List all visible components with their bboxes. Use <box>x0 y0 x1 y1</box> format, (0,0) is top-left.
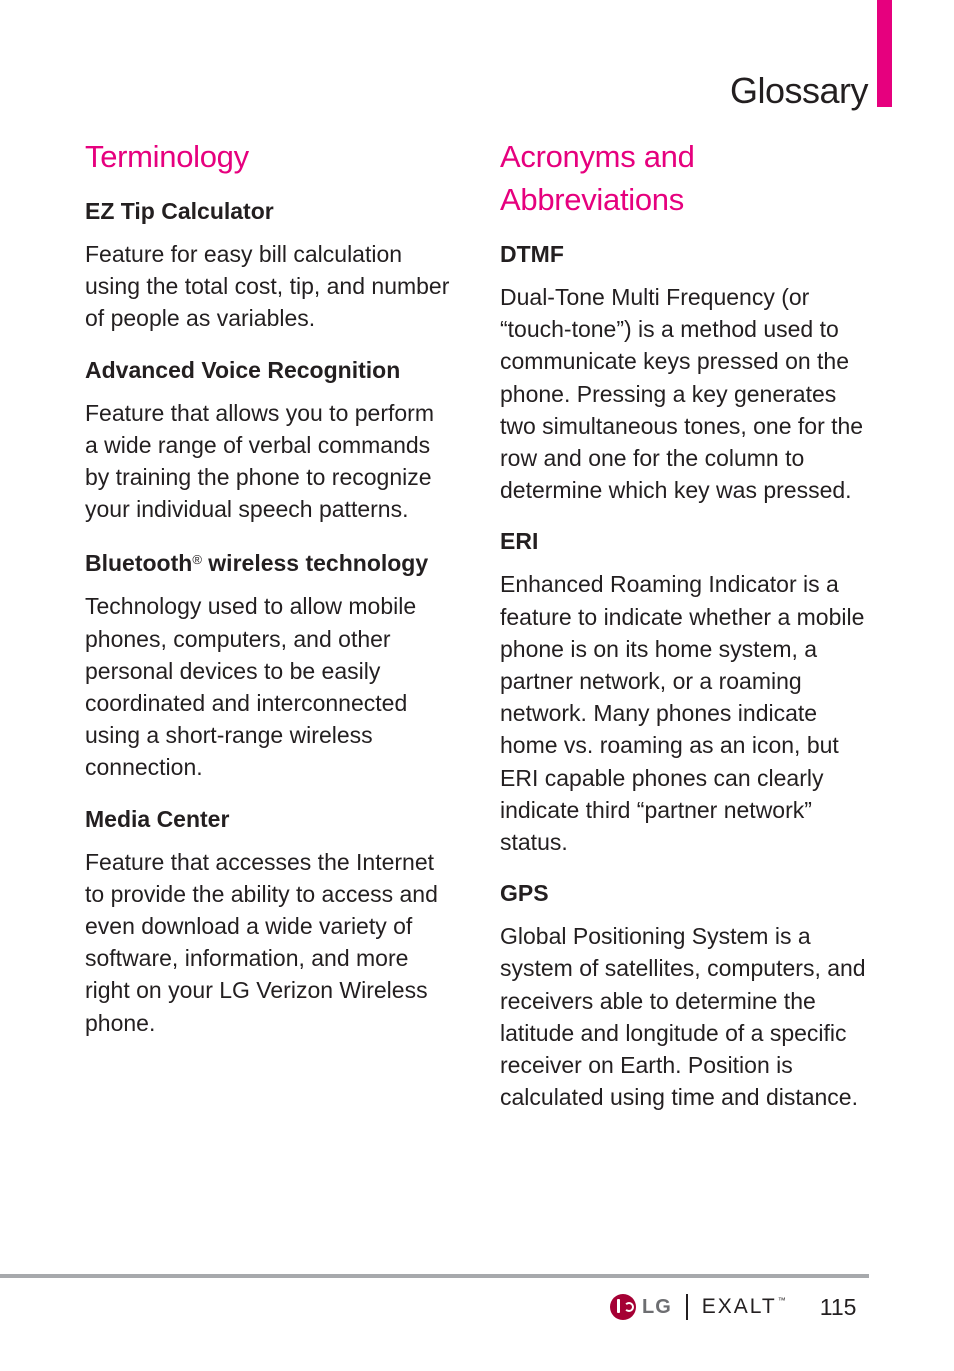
page-title: Glossary <box>729 70 868 112</box>
lg-logo-icon <box>610 1294 636 1320</box>
term-title-text: Bluetooth <box>85 550 193 577</box>
acronyms-heading-line2: Abbreviations <box>500 182 684 217</box>
term-description: Technology used to allow mobile phones, computers, and other personal devices to be easily coordinated and interconnected using a short-range wireless connection. <box>85 593 417 781</box>
acronym-title: DTMF <box>500 241 564 267</box>
term-title: Media Center <box>85 805 230 832</box>
acronym-description: Dual-Tone Multi Frequency (or “touch-tone”) is a method used to communicate keys pressed on the phone. Pressing a key generates two simultaneous tones, one for the row and one for the column to determine which key was pressed. <box>500 284 864 504</box>
term-description: Feature for easy bill calculation using the total cost, tip, and number of people as variables. <box>85 241 450 332</box>
brand-name: LG <box>642 1295 672 1318</box>
acronyms-column <box>500 135 872 1133</box>
footer-divider-line <box>0 1274 869 1278</box>
acronym-description: Global Positioning System is a system of satellites, computers, and receivers able to determine the latitude and longitude of a specific receiver on Earth. Position is calculated using time and distance. <box>500 923 866 1111</box>
acronym-description: Enhanced Roaming Indicator is a feature to indicate whether a mobile phone is on its home system, a partner network, or a roaming network. Many phones indicate home vs. roaming as an icon, but ERI capable phones can clearly indicate third “partner network” status. <box>500 571 865 856</box>
acronyms-heading-line1: Acronyms and <box>500 139 695 174</box>
acronym-title: GPS <box>500 880 549 907</box>
term-title: Advanced Voice Recognition <box>85 356 401 383</box>
term-description: Feature that accesses the Internet to provide the ability to access and even download a wide variety of software, information, and more right on your LG Verizon Wireless phone. <box>85 848 438 1036</box>
terminology-column <box>85 135 450 1059</box>
product-name-text: EXALT <box>701 1295 777 1318</box>
product-name <box>702 1295 788 1319</box>
acronyms-heading <box>500 135 872 221</box>
page-number: 115 <box>819 1293 857 1320</box>
terminology-heading: Terminology <box>85 139 249 174</box>
acronym-title: ERI <box>500 528 539 555</box>
term-title: EZ Tip Calculator <box>85 198 274 224</box>
page-footer <box>610 1289 856 1325</box>
section-tab-marker <box>877 0 892 107</box>
term-description: Feature that allows you to perform a wide range of verbal commands by training the phone to recognize your individual speech patterns. <box>85 399 434 523</box>
registered-mark: ® <box>192 552 202 568</box>
term-title-bluetooth <box>85 545 450 578</box>
footer-separator <box>686 1294 688 1320</box>
term-title-suffix: wireless technology <box>201 550 429 577</box>
trademark-mark: ™ <box>777 1296 788 1305</box>
